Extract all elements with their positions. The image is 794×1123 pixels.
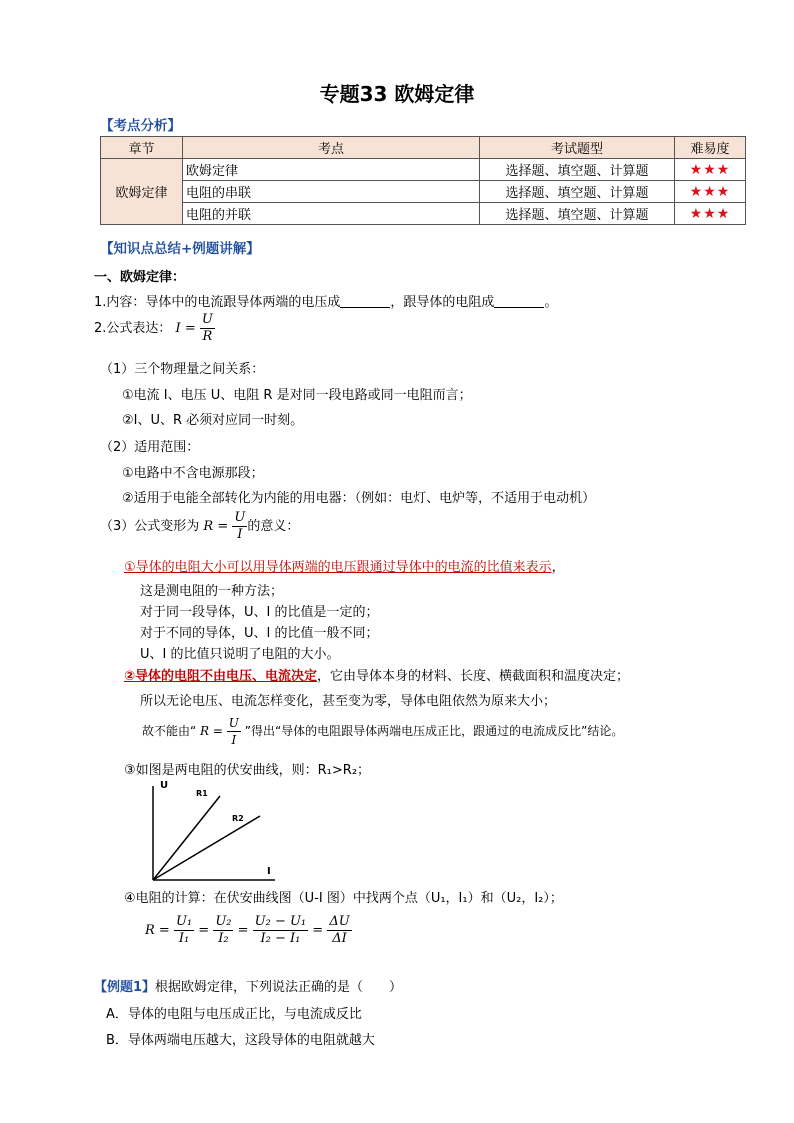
fill-blank: [494, 294, 544, 308]
numerator: ΔU: [329, 914, 350, 929]
x-axis-label: I: [267, 866, 271, 877]
content-line: U、I 的比值只说明了电阻的大小。: [140, 647, 340, 662]
content-line: 所以无论电压、电流怎样变化，甚至变为零，导体电阻依然为原来大小；: [140, 694, 557, 709]
text: ，跟导体的电阻成: [390, 295, 495, 310]
example-question: [94, 976, 402, 995]
text: 故不能由“: [142, 724, 197, 738]
text: 的意义：: [247, 519, 300, 534]
numerator: U₂ − U₁: [254, 914, 307, 929]
exam-point-table: [100, 136, 746, 225]
text: ，它由导体本身的材料、长度、横截面积和温度决定；: [317, 669, 630, 684]
line-r1: [153, 796, 220, 880]
denominator: R: [202, 329, 213, 344]
fraction: [174, 914, 194, 947]
question-text: 根据欧姆定律，下列说法正确的是（ ）: [155, 980, 403, 995]
table-row: [101, 159, 746, 181]
formula-lhs: I: [175, 321, 181, 336]
denominator: I₂ − I₁: [260, 931, 301, 946]
numerator: U: [228, 716, 239, 730]
content-line: ④电阻的计算：在伏安曲线图（U-I 图）中找两个点（U₁，I₁）和（U₂，I₂）；: [124, 891, 563, 906]
text: 。: [544, 295, 558, 310]
difficulty-stars: ★★★: [675, 159, 746, 181]
difficulty-stars: ★★★: [675, 203, 746, 225]
highlighted-text: ②导体的电阻不由电压、电流决定: [124, 669, 318, 684]
line-label-r2: R2: [232, 814, 244, 823]
text: ，: [551, 560, 565, 575]
content-line: ①电流 I、电压 U、电阻 R 是对同一段电路或同一电阻而言；: [122, 388, 472, 403]
section-heading-analysis: 【考点分析】: [100, 118, 181, 134]
section-heading-knowledge: 【知识点总结+例题讲解】: [100, 241, 260, 257]
content-line: 故不能由“ R = $\frac{U}{I}$ ”得出“导体的电阻跟导体两端电压成正比，跟通过的电流成反比”结论。: [142, 716, 624, 747]
content-line: ②I、U、R 必须对应同一时刻。: [122, 413, 304, 428]
resistance-formula: R = $\frac{\text{U₁}}{\text{I₁}}$ = $\frac{\text{U₂}}{\text{I₂}}$ = $\frac{\text{U₂ − U₁}}{\text{I₂ − I₁}}$ = $\frac{\Delta U}{\Delta I}$: [145, 914, 350, 946]
content-line: 对于不同的导体，U、I 的比值一般不同；: [140, 626, 379, 641]
heading-ohms-law: 一、欧姆定律：: [94, 270, 186, 285]
table-row: [101, 203, 746, 225]
highlighted-text: ①导体的电阻大小可以用导体两端的电压跟通过导体中的电流的比值来表示: [124, 560, 552, 575]
fraction: [200, 312, 215, 345]
text: 1.内容：导体中的电流跟导体两端的电压成: [94, 295, 341, 310]
ui-graph: [140, 776, 280, 886]
numerator: U₂: [215, 914, 232, 929]
content-line: [94, 291, 557, 310]
fraction: [227, 715, 241, 748]
point-cell: 电阻的并联: [183, 203, 480, 225]
content-line: ③如图是两电阻的伏安曲线，则：R₁>R₂；: [124, 763, 371, 778]
text: （3）公式变形为: [100, 519, 200, 534]
denominator: I₁: [178, 931, 190, 946]
table-header: 考点: [183, 137, 480, 159]
numerator: U₁: [175, 914, 193, 929]
fraction: [327, 914, 351, 947]
point-cell: 欧姆定律: [183, 159, 480, 181]
option-b: B．导体两端电压越大，这段导体的电阻就越大: [106, 1033, 375, 1048]
content-line: ②适用于电能全部转化为内能的用电器：（例如：电灯、电炉等，不适用于电动机）: [122, 491, 596, 506]
table-header: 考试题型: [480, 137, 675, 159]
line-label-r1: R1: [196, 789, 208, 798]
chapter-cell: 欧姆定律: [101, 159, 183, 225]
content-line: [124, 665, 629, 684]
subheading: （1）三个物理量之间关系：: [100, 362, 265, 377]
formula-lhs: R: [200, 724, 210, 738]
text: ”得出“导体的电阻跟导体两端电压成正比，跟通过的电流成反比”结论。: [244, 724, 624, 738]
page-title: 专题33 欧姆定律: [319, 82, 475, 106]
content-line: 对于同一段导体，U、I 的比值是一定的；: [140, 605, 379, 620]
numerator: U: [201, 312, 213, 327]
table-header: 难易度: [675, 137, 746, 159]
formula-line: 2.公式表达： I = $\frac{U}{R}$: [94, 312, 213, 344]
formula-lhs: R: [203, 519, 214, 534]
example-tag: 【例题1】: [94, 980, 156, 995]
numerator: U: [234, 510, 246, 525]
table-header: 章节: [101, 137, 183, 159]
y-axis-label: U: [160, 780, 169, 791]
fraction: [213, 914, 233, 947]
difficulty-stars: ★★★: [675, 181, 746, 203]
text: 2.公式表达：: [94, 321, 172, 336]
types-cell: 选择题、填空题、计算题: [480, 181, 675, 203]
table-row: [101, 181, 746, 203]
types-cell: 选择题、填空题、计算题: [480, 159, 675, 181]
content-line: [124, 556, 565, 575]
subheading-formula: （3）公式变形为 R = $\frac{U}{I}$ 的意义：: [100, 510, 300, 542]
denominator: I: [231, 733, 237, 747]
subheading: （2）适用范围：: [100, 440, 200, 455]
content-line: ①电路中不含电源那段；: [122, 466, 264, 481]
content-line: 这是测电阻的一种方法；: [140, 584, 284, 599]
denominator: I₂: [218, 931, 229, 946]
point-cell: 电阻的串联: [183, 181, 480, 203]
types-cell: 选择题、填空题、计算题: [480, 203, 675, 225]
fill-blank: [340, 294, 390, 308]
denominator: ΔI: [332, 931, 347, 946]
option-a: A．导体的电阻与电压成正比，与电流成反比: [106, 1007, 362, 1022]
formula-lhs: R: [145, 923, 155, 938]
denominator: I: [237, 527, 243, 542]
fraction: [232, 510, 247, 543]
line-r2: [153, 816, 260, 880]
table-header-row: [101, 137, 746, 159]
fraction: [253, 914, 309, 947]
